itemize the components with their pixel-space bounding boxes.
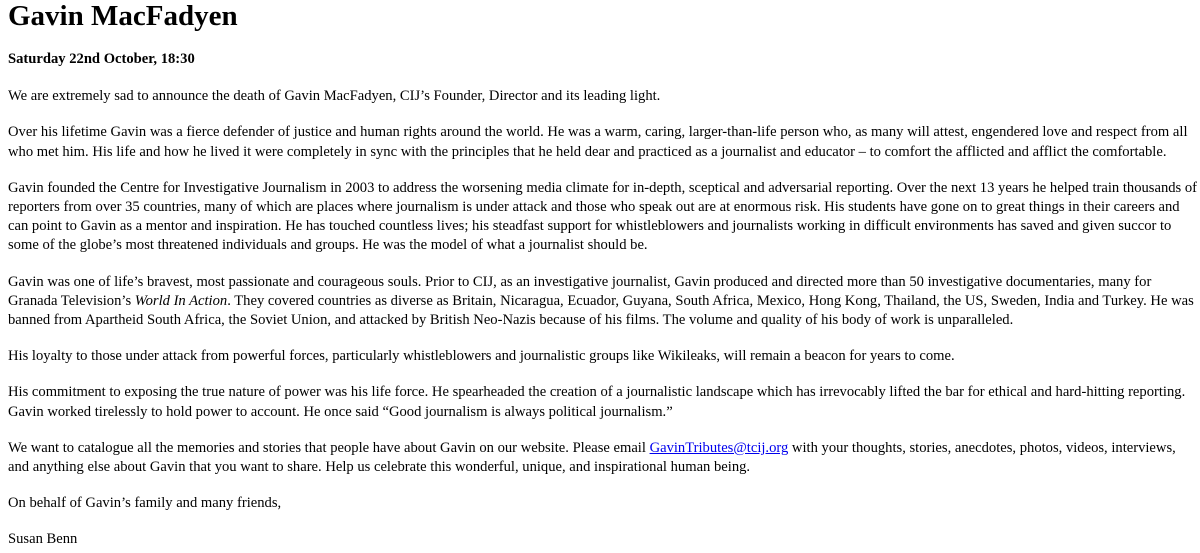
paragraph-documentaries-text-end: . They covered countries as diverse as Britain, Nicaragua, Ecuador, Guyana, South Africa, Mexico, Hong Kong, Thailand, the US, Sweden, India and Turkey. He was banned from Apartheid South Africa, the Soviet Union, and attacked by British Neo-Nazis because of his films. The volume and quality of his body of work is unparalleled. — [8, 292, 1194, 329]
tributes-email-link[interactable]: GavinTributes@tcij.org — [649, 439, 789, 456]
paragraph-announcement: We are extremely sad to announce the death of Gavin MacFadyen, CIJ’s Founder, Director and its leading light. — [8, 88, 661, 105]
signature: Susan Benn — [8, 531, 78, 548]
world-in-action-title: World In Action — [134, 292, 228, 309]
paragraph-loyalty: His loyalty to those under attack from powerful forces, particularly whistleblowers and journalistic groups like Wikileaks, will remain a beacon for years to come. — [8, 348, 955, 365]
paragraph-commitment: His commitment to exposing the true nature of power was his life force. He spearheaded the creation of a journalistic landscape which has irrevocably lifted the bar for ethical and hard-hitting reporting. Gavin worked tirelessly to hold power to account. He once said “Good journalism is always political journalism.” — [8, 384, 1186, 420]
paragraph-on-behalf: On behalf of Gavin’s family and many friends, — [8, 495, 282, 512]
paragraph-documentaries-text-start: Gavin was one of life’s bravest, most passionate and courageous souls. Prior to CIJ, as an investigative journalist, Gavin produced and directed more than 50 investigative documentaries, many for Granada Television’s — [8, 273, 1152, 309]
paragraph-documentaries — [8, 273, 1200, 331]
paragraph-tributes-text-end: with your thoughts, stories, anecdotes, photos, videos, interviews, and anything else about Gavin that you want to share. Help us celebrate this wonderful, unique, and inspirational human being. — [8, 439, 1176, 476]
paragraph-founded-cij: Gavin founded the Centre for Investigative Journalism in 2003 to address the worsening media climate for in-depth, sceptical and adversarial reporting. Over the next 13 years he helped train thousands of reporters from over 35 countries, many of which are places where journalism is under attack and those who speak out are at enormous risk. His students have gone on to great things in their careers and can point to Gavin as a mentor and inspiration. He has touched countless lives; his steadfast support for whistleblowers and journalists working in difficult environments has saved and given succor to some of the globe’s most threatened individuals and groups. He was the model of what a journalist should be. — [8, 179, 1198, 254]
event-date-time: Saturday 22nd October, 18:30 — [8, 51, 195, 67]
page-title: Gavin MacFadyen — [8, 0, 238, 32]
paragraph-lifetime: Over his lifetime Gavin was a fierce defender of justice and human rights around the world. He was a warm, caring, larger-than-life person who, as many will attest, engendered love and respect from all who met him. His life and how he lived it were completely in sync with the principles that he held dear and practiced as a journalist and educator – to comfort the afflicted and afflict the comfortable. — [8, 124, 1188, 160]
paragraph-tributes — [8, 439, 1200, 477]
paragraph-tributes-text-start: We want to catalogue all the memories and stories that people have about Gavin on our website. Please email — [8, 439, 650, 456]
